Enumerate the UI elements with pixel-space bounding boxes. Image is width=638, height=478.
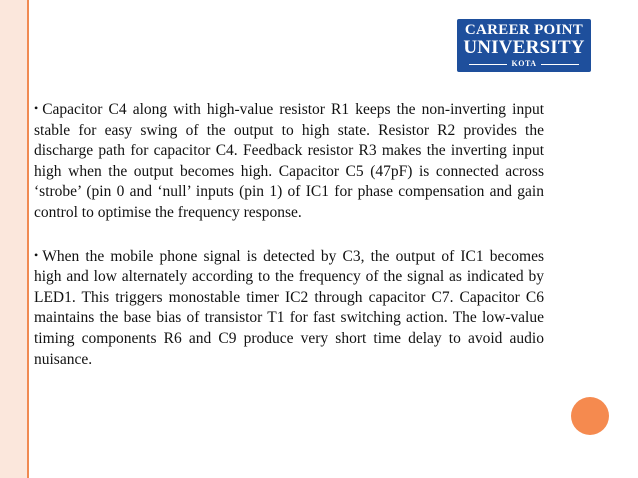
decorative-circle	[571, 397, 609, 435]
logo-line-career-point: CAREER POINT	[464, 22, 584, 38]
slide-content	[34, 98, 544, 370]
bullet-paragraph	[34, 245, 544, 371]
logo-line-kota: KOTA	[511, 59, 537, 68]
logo-rule-right	[541, 64, 579, 65]
bullet-text: Capacitor C4 along with high-value resistor R1 keeps the non-inverting input stable for easy swing of the output to high state. Resistor R2 provides the discharge path for capacitor C4. Feedback resistor R3 makes the inverting input high when the output becomes high. Capacitor C5 (47pF) is connected across ‘strobe’ (pin 0 and ‘null’ inputs (pin 1) of IC1 for phase compensation and gain control to optimise the frequency response.	[34, 101, 544, 221]
left-decor-rule	[27, 0, 29, 478]
bullet-marker: •	[34, 247, 39, 262]
bullet-marker: •	[34, 101, 39, 115]
bullet-paragraph	[34, 98, 544, 224]
university-logo	[457, 19, 591, 72]
left-decor-bar	[0, 0, 27, 478]
bullet-text: When the mobile phone signal is detected by C3, the output of IC1 becomes high and low alternately according to the frequency of the signal as indicated by LED1. This triggers monostable timer IC2 through capacitor C7. Capacitor C6 maintains the base bias of transistor T1 for fast switching action. The low-value timing components R6 and C9 produce very short time delay to avoid audio nuisance.	[34, 247, 544, 368]
logo-line-university: UNIVERSITY	[463, 37, 585, 58]
